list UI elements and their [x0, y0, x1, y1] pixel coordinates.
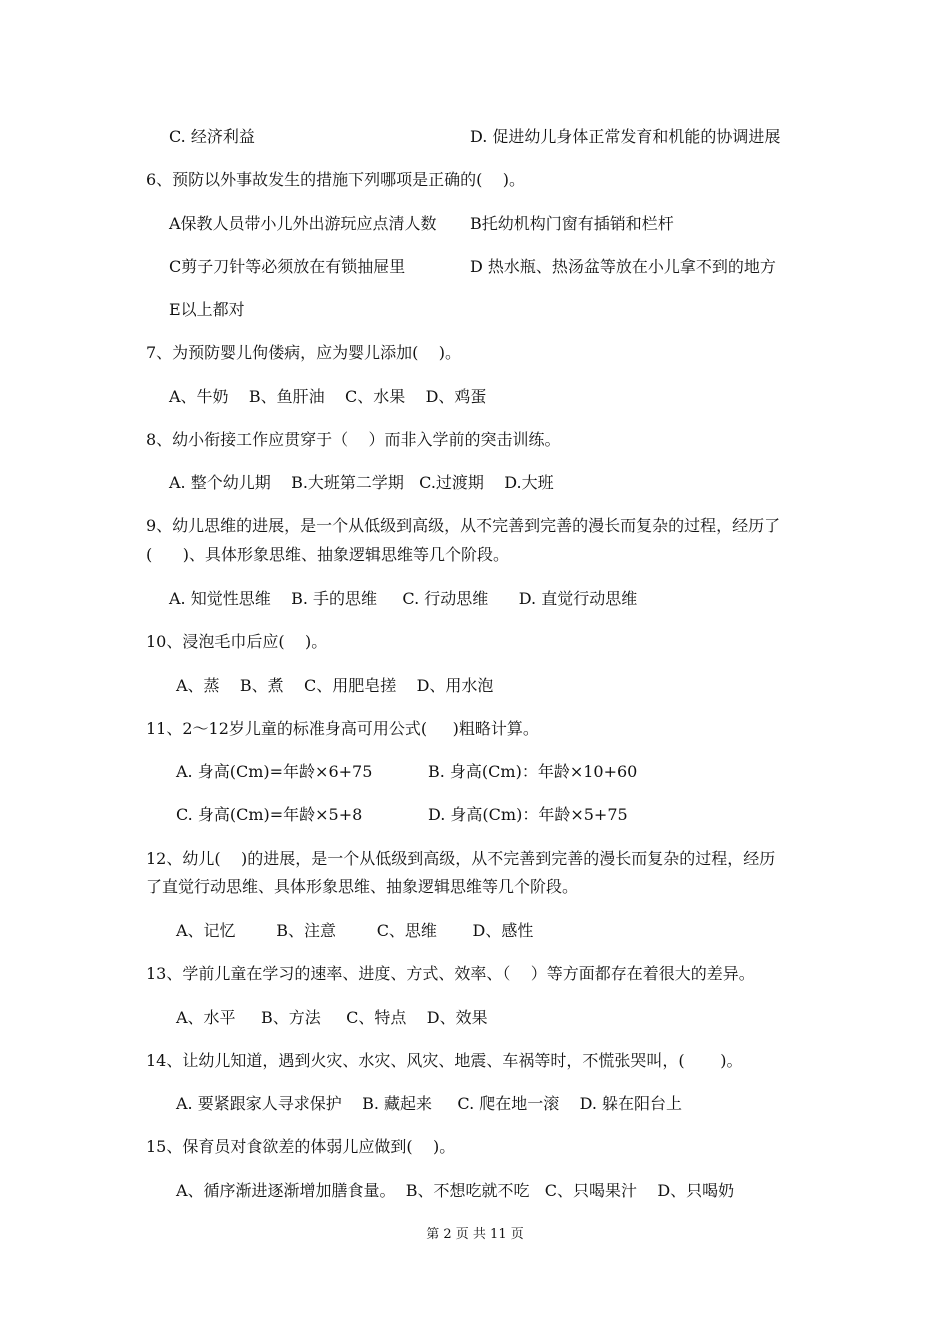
q14-options: A. 要紧跟家人寻求保护 B. 藏起来 C. 爬在地一滚 D. 躲在阳台上 — [176, 1094, 683, 1113]
page-number-footer: 第 2 页 共 11 页 — [426, 1227, 524, 1242]
q13-options: A、水平 B、方法 C、特点 D、效果 — [176, 1008, 488, 1027]
q8-options: A. 整个幼儿期 B.大班第二学期 C.过渡期 D.大班 — [169, 473, 554, 492]
q12-stem-line2: 了直觉行动思维、具体形象思维、抽象逻辑思维等几个阶段。 — [146, 877, 579, 896]
q9-options: A. 知觉性思维 B. 手的思维 C. 行动思维 D. 直觉行动思维 — [169, 589, 638, 608]
q10-options: A、蒸 B、煮 C、用肥皂搓 D、用水泡 — [176, 676, 494, 695]
q8-stem: 8、幼小衔接工作应贯穿于（ ）而非入学前的突击训练。 — [146, 430, 561, 449]
q15-stem: 15、保育员对食欲差的体弱儿应做到( )。 — [146, 1137, 456, 1156]
q11-option-c: C. 身高(Cm)=年龄×5+8 — [176, 805, 363, 824]
q6-stem: 6、预防以外事故发生的措施下列哪项是正确的( )。 — [146, 170, 526, 189]
q9-stem-line1: 9、幼儿思维的进展，是一个从低级到高级，从不完善到完善的漫长而复杂的过程，经历了 — [146, 516, 781, 535]
q6-option-c: C剪子刀针等必须放在有锁抽屉里 — [169, 257, 406, 276]
q12-options: A、记忆 B、注意 C、思维 D、感性 — [176, 921, 534, 940]
q6-option-d: D 热水瓶、热汤盆等放在小儿拿不到的地方 — [470, 257, 776, 276]
q5-option-c: C. 经济利益 — [169, 127, 255, 146]
q11-option-a: A. 身高(Cm)=年龄×6+75 — [176, 762, 373, 781]
q11-option-d: D. 身高(Cm)：年龄×5+75 — [428, 805, 628, 824]
q11-option-b: B. 身高(Cm)：年龄×10+60 — [428, 762, 638, 781]
q5-option-d: D. 促进幼儿身体正常发育和机能的协调进展 — [470, 127, 781, 146]
q15-options: A、循序渐进逐渐增加膳食量。 B、不想吃就不吃 C、只喝果汁 D、只喝奶 — [176, 1181, 735, 1200]
q14-stem: 14、让幼儿知道，遇到火灾、水灾、风灾、地震、车祸等时，不慌张哭叫，( )。 — [146, 1051, 743, 1070]
q10-stem: 10、浸泡毛巾后应( )。 — [146, 632, 328, 651]
q7-stem: 7、为预防婴儿佝偻病，应为婴儿添加( )。 — [146, 343, 462, 362]
q13-stem: 13、学前儿童在学习的速率、进度、方式、效率、（ ）等方面都存在着很大的差异。 — [146, 964, 755, 983]
q6-option-e: E以上都对 — [169, 300, 245, 319]
q12-stem-line1: 12、幼儿( )的进展，是一个从低级到高级，从不完善到完善的漫长而复杂的过程，经历 — [146, 849, 776, 868]
q6-option-a: A保教人员带小儿外出游玩应点清人数 — [169, 214, 437, 233]
q11-stem: 11、2～12岁儿童的标准身高可用公式( )粗略计算。 — [146, 719, 539, 738]
q7-options: A、牛奶 B、鱼肝油 C、水果 D、鸡蛋 — [169, 387, 487, 406]
q6-option-b: B托幼机构门窗有插销和栏杆 — [470, 214, 674, 233]
q9-stem-line2: ( )、具体形象思维、抽象逻辑思维等几个阶段。 — [146, 545, 510, 564]
